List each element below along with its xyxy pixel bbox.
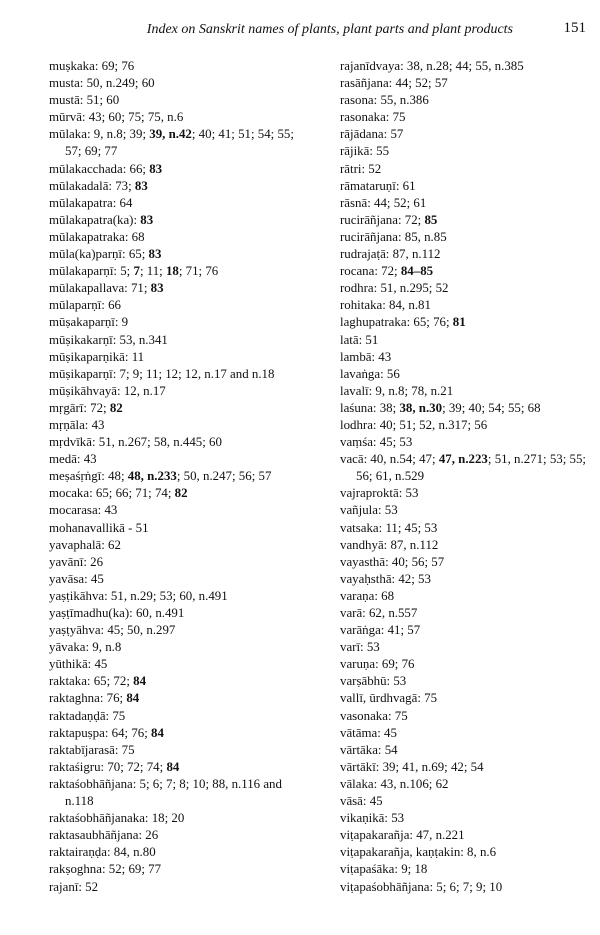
index-entry — [340, 417, 598, 434]
index-entry — [49, 879, 313, 896]
entry-text: lavalī: 9, n.8; 78, n.21 — [340, 383, 454, 398]
entry-text: mūṣikakarṇī: 53, n.341 — [49, 332, 168, 347]
index-entry — [49, 742, 313, 759]
entry-text: rodhra: 51, n.295; 52 — [340, 281, 449, 296]
entry-text: mocaka: 65; 66; 71; 74; — [49, 486, 175, 501]
index-entry — [49, 827, 313, 844]
entry-text: meṣaśṛṅgī: 48; — [49, 469, 128, 484]
bold-reference: 47, n.223 — [438, 452, 488, 467]
entry-text: viṭapaśobhāñjana: 5; 6; 7; 9; 10 — [340, 879, 503, 894]
entry-text: mūlaka: 9, n.8; 39; — [49, 127, 150, 142]
index-entry — [340, 314, 598, 331]
index-entry — [49, 314, 313, 331]
index-entry — [49, 246, 313, 263]
index-entry — [340, 879, 598, 896]
entry-text: rasāñjana: 44; 52; 57 — [340, 76, 448, 91]
entry-text: mūlakapatraka: 68 — [49, 229, 145, 244]
entry-text: mūlaparṇī: 66 — [49, 298, 121, 313]
index-entry — [49, 109, 313, 126]
index-entry — [49, 673, 313, 690]
running-title: Index on Sanskrit names of plants, plant parts and plant products — [146, 22, 513, 37]
index-entry — [49, 332, 313, 349]
index-entry — [340, 58, 598, 75]
entry-text: yaṣṭīmadhu(ka): 60, n.491 — [49, 606, 185, 620]
entry-text: rajanīdvaya: 38, n.28; 44; 55, n.385 — [340, 59, 524, 73]
entry-text: ; 50, n.247; 56; 57 — [176, 469, 272, 484]
index-entry — [49, 178, 313, 195]
index-entry — [49, 434, 313, 451]
entry-text: mūlakaparṇī: 5; — [49, 264, 134, 279]
index-entry — [49, 639, 313, 656]
entry-text: raktapuṣpa: 64; 76; — [49, 725, 152, 740]
index-entry — [49, 656, 313, 673]
entry-text: vārtāka: 54 — [340, 742, 398, 757]
index-column-left — [49, 58, 313, 896]
index-entry — [340, 742, 598, 759]
index-entry — [340, 827, 598, 844]
index-entry — [49, 161, 313, 178]
entry-text: rucirāñjana: 72; — [340, 212, 425, 227]
entry-text: rāmataruṇī: 61 — [340, 178, 416, 193]
index-entry — [49, 861, 313, 878]
index-entry — [340, 520, 598, 537]
entry-text: musta: 50, n.249; 60 — [49, 76, 155, 91]
entry-text: mocarasa: 43 — [49, 503, 118, 518]
entry-text: mṛdvīkā: 51, n.267; 58, n.445; 60 — [49, 435, 222, 450]
index-entry — [340, 280, 598, 297]
index-entry — [340, 297, 598, 314]
index-entry — [340, 622, 598, 639]
bold-reference: 81 — [452, 315, 466, 330]
index-entry — [340, 263, 598, 280]
bold-reference: 48, n.233 — [127, 469, 177, 484]
running-header — [0, 18, 600, 42]
index-entry — [49, 92, 313, 109]
entry-text: raktaśobhāñjanaka: 18; 20 — [49, 811, 185, 826]
entry-text: vayaḥsthā: 42; 53 — [340, 571, 431, 586]
index-entry — [340, 229, 598, 246]
entry-text: vaṃśa: 45; 53 — [340, 435, 413, 450]
index-entry — [340, 810, 598, 827]
entry-text: mūla(ka)parṇī: 65; — [49, 247, 149, 262]
bold-reference: 18 — [165, 264, 179, 279]
index-entry — [340, 366, 598, 383]
entry-text: mūrvā: 43; 60; 75; 75, n.6 — [49, 110, 184, 125]
page-number: 151 — [563, 20, 586, 36]
index-entry — [340, 656, 598, 673]
index-entry — [340, 861, 598, 878]
index-entry — [49, 468, 313, 485]
bold-reference: 83 — [134, 178, 148, 193]
index-entry — [49, 75, 313, 92]
entry-text: varā: 62, n.557 — [340, 606, 418, 620]
entry-text: mūlakapatra(ka): — [49, 212, 141, 227]
entry-text: ; 11; — [139, 264, 166, 279]
index-entry — [49, 383, 313, 400]
index-column-right — [340, 58, 598, 896]
entry-text: rocana: 72; — [340, 264, 401, 279]
entry-text: rājikā: 55 — [340, 144, 390, 159]
index-entry — [340, 673, 598, 690]
entry-text: yavaphalā: 62 — [49, 537, 121, 552]
entry-text: rasonaka: 75 — [340, 110, 406, 125]
entry-text: rucirāñjana: 85, n.85 — [340, 229, 447, 244]
index-entry — [340, 571, 598, 588]
entry-text: viṭapaśāka: 9; 18 — [340, 862, 428, 877]
entry-text: mūṣakaparṇī: 9 — [49, 315, 129, 330]
bold-reference: 84 — [151, 725, 164, 740]
entry-text: vayasthā: 40; 56; 57 — [340, 554, 445, 569]
entry-text: varṣābhū: 53 — [340, 674, 407, 689]
index-entry — [49, 280, 313, 297]
entry-text: vārtākī: 39; 41, n.69; 42; 54 — [340, 759, 484, 774]
bold-reference: 82 — [174, 486, 188, 501]
index-entry — [340, 605, 598, 622]
index-entry — [340, 708, 598, 725]
bold-reference: 85 — [424, 212, 438, 227]
bold-reference: 84 — [126, 691, 140, 706]
index-entry — [49, 776, 313, 810]
entry-text: muṣkaka: 69; 76 — [49, 59, 135, 73]
index-entry — [49, 502, 313, 519]
entry-text: latā: 51 — [340, 332, 379, 347]
index-entry — [49, 725, 313, 742]
entry-text: lavaṅga: 56 — [340, 366, 400, 381]
entry-text: rājādana: 57 — [340, 127, 404, 142]
bold-reference: 83 — [148, 247, 162, 262]
index-entry — [340, 246, 598, 263]
entry-text: mūṣikaparṇikā: 11 — [49, 349, 145, 364]
index-entry — [340, 537, 598, 554]
index-entry — [49, 520, 313, 537]
entry-text: rajanī: 52 — [49, 879, 99, 894]
bold-reference: 83 — [150, 281, 164, 296]
entry-text: raktasaubhāñjana: 26 — [49, 828, 159, 843]
entry-text: mūlakacchada: 66; — [49, 161, 150, 176]
entry-text: yaṣṭikāhva: 51, n.29; 53; 60, n.491 — [49, 588, 228, 603]
bold-reference: 84 — [133, 674, 147, 689]
index-entry — [49, 349, 313, 366]
bold-reference: 83 — [149, 161, 163, 176]
entry-text: vandhyā: 87, n.112 — [340, 537, 439, 552]
entry-text: rāsnā: 44; 52; 61 — [340, 195, 427, 210]
index-entry — [340, 195, 598, 212]
index-entry — [340, 759, 598, 776]
index-entry — [340, 383, 598, 400]
entry-text: vasonaka: 75 — [340, 708, 408, 723]
entry-text: lodhra: 40; 51; 52, n.317; 56 — [340, 417, 488, 432]
entry-text: laśuna: 38; — [340, 400, 400, 415]
entry-text: vāsā: 45 — [340, 794, 383, 809]
entry-text: laghupatraka: 65; 76; — [340, 315, 453, 330]
index-entry — [49, 810, 313, 827]
index-entry — [49, 366, 313, 383]
bold-reference: 39, n.42 — [149, 127, 192, 142]
index-entry — [340, 776, 598, 793]
entry-text: yaṣṭyāhva: 45; 50, n.297 — [49, 623, 176, 638]
entry-text: ; 40; 41; 51; 54; 55; 57; 69; 77 — [65, 127, 294, 159]
entry-text: medā: 43 — [49, 452, 97, 467]
index-entry — [340, 349, 598, 366]
bold-reference: 82 — [109, 400, 123, 415]
index-entry — [49, 485, 313, 502]
entry-text: vatsaka: 11; 45; 53 — [340, 520, 438, 535]
entry-text: lambā: 43 — [340, 349, 392, 364]
entry-text: vajraproktā: 53 — [340, 486, 419, 501]
index-entry — [340, 92, 598, 109]
index-entry — [49, 229, 313, 246]
entry-text: raktaghna: 76; — [49, 691, 127, 706]
entry-text: vikaṇikā: 53 — [340, 811, 405, 826]
entry-text: yāvaka: 9, n.8 — [49, 640, 122, 655]
entry-text: viṭapakarañja, kaṇṭakin: 8, n.6 — [340, 845, 497, 860]
index-entry — [49, 451, 313, 468]
entry-text: rasona: 55, n.386 — [340, 93, 429, 108]
entry-text: yūthikā: 45 — [49, 657, 108, 672]
entry-text: yavāsa: 45 — [49, 571, 104, 586]
entry-text: mūlakapallava: 71; — [49, 281, 151, 296]
entry-text: mṛgārī: 72; — [49, 400, 110, 415]
entry-text: varāṅga: 41; 57 — [340, 623, 421, 638]
index-entry — [340, 75, 598, 92]
entry-text: mūlakadalā: 73; — [49, 178, 135, 193]
entry-text: rudrajaṭā: 87, n.112 — [340, 247, 441, 262]
entry-text: varuṇa: 69; 76 — [340, 657, 415, 672]
entry-text: vātāma: 45 — [340, 725, 397, 740]
entry-text: mṛṇāla: 43 — [49, 417, 105, 432]
entry-text: rohitaka: 84, n.81 — [340, 298, 431, 313]
index-entry — [340, 793, 598, 810]
index-entry — [340, 400, 598, 417]
entry-text: mūṣikaparṇī: 7; 9; 11; 12; 12, n.17 and n.18 — [49, 366, 275, 381]
index-entry — [49, 708, 313, 725]
entry-text: vallī, ūrdhvagā: 75 — [340, 691, 438, 706]
index-entry — [340, 143, 598, 160]
entry-text: raktaśigru: 70; 72; 74; — [49, 759, 167, 774]
index-entry — [49, 690, 313, 707]
index-entry — [340, 161, 598, 178]
index-entry — [49, 844, 313, 861]
index-entry — [49, 263, 313, 280]
index-entry — [49, 297, 313, 314]
index-entry — [49, 622, 313, 639]
entry-text: raktadaṇḍā: 75 — [49, 708, 126, 723]
index-entry — [340, 451, 598, 485]
entry-text: rātri: 52 — [340, 161, 382, 176]
entry-text: raktairaṇḍa: 84, n.80 — [49, 845, 156, 860]
index-entry — [340, 844, 598, 861]
bold-reference: 84 — [166, 759, 180, 774]
index-entry — [49, 212, 313, 229]
index-entry — [340, 109, 598, 126]
index-entry — [340, 126, 598, 143]
entry-text: viṭapakarañja: 47, n.221 — [340, 828, 465, 843]
index-entry — [340, 588, 598, 605]
entry-text: vacā: 40, n.54; 47; — [340, 452, 439, 467]
entry-text: vālaka: 43, n.106; 62 — [340, 776, 449, 791]
index-entry — [49, 400, 313, 417]
entry-text: ; 39; 40; 54; 55; 68 — [442, 400, 541, 415]
index-entry — [49, 759, 313, 776]
index-entry — [340, 212, 598, 229]
entry-text: rakṣoghna: 52; 69; 77 — [49, 862, 162, 877]
index-entry — [49, 58, 313, 75]
index-entry — [340, 725, 598, 742]
index-entry — [49, 195, 313, 212]
index-entry — [340, 332, 598, 349]
index-entry — [49, 417, 313, 434]
index-entry — [340, 434, 598, 451]
entry-text: yavānī: 26 — [49, 554, 104, 569]
entry-text: varī: 53 — [340, 640, 380, 655]
index-entry — [340, 502, 598, 519]
index-entry — [49, 537, 313, 554]
entry-text: raktaśobhāñjana: 5; 6; 7; 8; 10; 88, n.116 and n.118 — [49, 776, 282, 809]
entry-text: mohanavallikā - 51 — [49, 520, 149, 535]
index-entry — [49, 588, 313, 605]
index-entry — [49, 126, 313, 160]
entry-text: mustā: 51; 60 — [49, 93, 120, 108]
index-entry — [49, 605, 313, 622]
bold-reference: 84–85 — [400, 264, 434, 279]
index-entry — [340, 554, 598, 571]
index-entry — [340, 690, 598, 707]
entry-text: mūṣikāhvayā: 12, n.17 — [49, 383, 166, 398]
entry-text: raktaka: 65; 72; — [49, 674, 134, 689]
entry-text: raktabījarasā: 75 — [49, 742, 135, 757]
bold-reference: 7 — [133, 264, 140, 279]
index-entry — [340, 178, 598, 195]
index-entry — [340, 639, 598, 656]
entry-text: ; 51, n.271; 53; 55; 56; 61, n.529 — [356, 452, 587, 484]
bold-reference: 38, n.30 — [399, 400, 443, 415]
index-entry — [49, 571, 313, 588]
bold-reference: 83 — [140, 212, 154, 227]
entry-text: varaṇa: 68 — [340, 588, 395, 603]
entry-text: vañjula: 53 — [340, 503, 398, 518]
entry-text: ; 71; 76 — [178, 264, 219, 279]
index-entry — [49, 554, 313, 571]
index-entry — [340, 485, 598, 502]
entry-text: mūlakapatra: 64 — [49, 195, 133, 210]
